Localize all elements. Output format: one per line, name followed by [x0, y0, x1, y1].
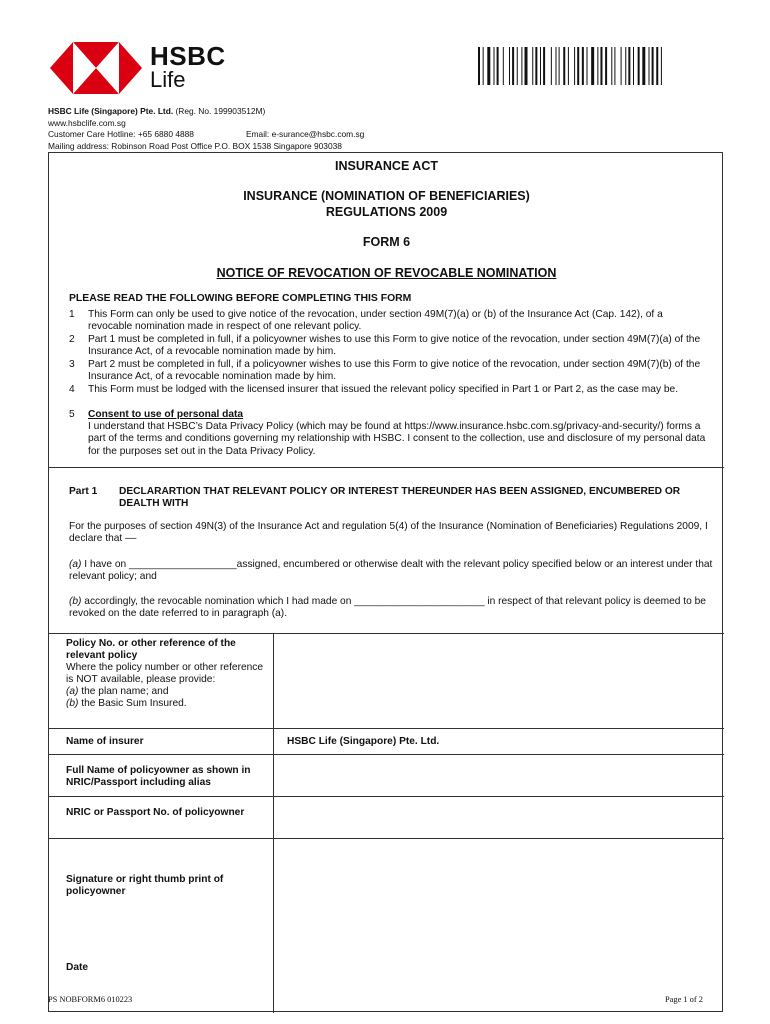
barcode-bar — [559, 47, 560, 85]
barcode-bar — [611, 47, 612, 85]
item-number: 5 — [69, 409, 75, 420]
barcode-bar — [661, 47, 662, 85]
part1-label: Part 1 — [69, 486, 98, 497]
instruction-item — [69, 309, 709, 333]
act-title: INSURANCE ACT — [334, 159, 438, 173]
policy-b-text: the Basic Sum Insured. — [78, 698, 187, 709]
notice-title: NOTICE OF REVOCATION OF REVOCABLE NOMINATION — [216, 266, 557, 280]
hsbc-hexagon-icon — [50, 42, 142, 94]
barcode-bar — [633, 47, 634, 85]
barcode-bar — [551, 47, 552, 85]
declaration-b — [69, 596, 714, 620]
barcode-bar — [621, 47, 622, 85]
instructions-heading: PLEASE READ THE FOLLOWING BEFORE COMPLETING THIS FORM — [69, 293, 412, 304]
regulation-title-1: INSURANCE (NOMINATION OF BENEFICIARIES) — [243, 189, 530, 203]
barcode-bar — [532, 47, 533, 85]
mailing-address: Mailing address: Robinson Road Post Office P.O. BOX 1538 Singapore 903038 — [48, 140, 342, 151]
barcode-bar — [600, 47, 602, 85]
barcode-bar — [494, 47, 495, 85]
consent-text: I understand that HSBC’s Data Privacy Policy (which may be found at https://www.insurance.hsbc.com.sg/privacy-and-security/) forms a part of the terms and conditions governing my relationship with HSBC. I consent to the collection, use and disclosure of my personal data for the purposes set out in the Data Privacy Policy. — [88, 421, 706, 457]
item-number: 4 — [69, 384, 75, 395]
instruction-item — [69, 334, 709, 358]
declaration-a — [69, 559, 714, 583]
hotline: Customer Care Hotline: +65 6880 4888 — [48, 129, 194, 139]
consent-heading: Consent to use of personal data — [88, 409, 244, 420]
declaration-b-text: accordingly, the revocable nomination which I had made on _______________________ in respect of that relevant policy is deemed to be revoked on the date referred to in paragraph (a). — [69, 596, 706, 620]
policy-no-label-text: Where the policy number or other reference is NOT available, please provide: — [66, 662, 264, 685]
item-text: Part 2 must be completed in full, if a policyowner wishes to use this Form to give notice of the revocation, under section 49M(7)(b) of the Insurance Act, of a revocable nomination made by him. — [88, 359, 701, 383]
declaration-b-label: (b) — [69, 596, 82, 607]
company-info — [48, 106, 364, 152]
barcode-bar — [563, 47, 565, 85]
barcode-bar — [525, 47, 528, 85]
signature-label-text: Signature or right thumb print of policyowner — [66, 874, 224, 897]
page-number: Page 1 of 2 — [665, 995, 703, 1004]
item-text: This Form must be lodged with the licensed insurer that issued the relevant policy specified in Part 1 or Part 2, as the case may be. — [88, 384, 679, 395]
barcode-bar — [614, 47, 615, 85]
barcode-bar — [509, 47, 510, 85]
table-top-border — [49, 633, 724, 634]
part1-title: DECLARARTION THAT RELEVANT POLICY OR INTEREST THEREUNDER HAS BEEN ASSIGNED, ENCUMBERED OR DEALTH WITH — [119, 486, 681, 509]
email: Email: e-surance@hsbc.com.sg — [245, 129, 365, 139]
barcode-bar — [605, 47, 607, 85]
date-label — [66, 962, 271, 974]
barcode-bar — [582, 47, 584, 85]
policy-b-label: (b) — [66, 698, 79, 709]
item-text: Part 1 must be completed in full, if a policyowner wishes to use this Form to give notice of the revocation, under section 49M(7)(a) of the Insurance Act, of a revocable nomination made by him. — [88, 334, 701, 358]
declaration-a-label: (a) — [69, 559, 82, 570]
barcode-bar — [535, 47, 537, 85]
brand-sub: Life — [150, 67, 186, 92]
barcode-bar — [556, 47, 557, 85]
nric-label-text: NRIC or Passport No. of policyowner — [66, 807, 245, 818]
item-text: This Form can only be used to give notice of the revocation, under section 49M(7)(a) or (b) of the Insurance Act (Cap. 142), of a revocable nomination made in respect of one relevant policy. — [88, 309, 663, 333]
part1-intro: For the purposes of section 49N(3) of the Insurance Act and regulation 5(4) of the Insurance (Nomination of Beneficiaries) Regulations 2009, I declare that –– — [69, 521, 708, 545]
barcode-bar — [656, 47, 658, 85]
item-number: 2 — [69, 334, 75, 345]
barcode-bar — [497, 47, 499, 85]
barcode-bar — [512, 47, 514, 85]
barcode-bar — [587, 47, 588, 85]
regulation-title-2: REGULATIONS 2009 — [325, 205, 448, 219]
date-label-text: Date — [66, 962, 89, 973]
barcode-bar — [625, 47, 626, 85]
barcode-bar — [628, 47, 630, 85]
barcode-image — [478, 47, 724, 85]
hsbc-life-logo — [50, 42, 230, 94]
reg-no: (Reg. No. 199903512M) — [173, 106, 266, 116]
barcode-bar — [642, 47, 645, 85]
insurer-label-text: Name of insurer — [66, 736, 144, 747]
fullname-label-text: Full Name of policyowner as shown in NRIC/Passport including alias — [66, 765, 251, 788]
declaration-a-text: I have on ___________________assigned, encumbered or otherwise dealt with the relevant policy specified below or an interest under that relevant policy; and — [69, 559, 713, 583]
table-row-divider — [49, 754, 724, 755]
form-box — [48, 152, 723, 1012]
barcode-bar — [517, 47, 518, 85]
barcode-bar — [638, 47, 640, 85]
nric-label — [66, 807, 271, 819]
barcode-bar — [574, 47, 575, 85]
table-row-divider — [49, 728, 724, 729]
instruction-item — [69, 359, 709, 383]
policy-no-label — [66, 638, 271, 710]
barcode-bar — [543, 47, 545, 85]
insurer-label — [66, 736, 271, 748]
section-divider — [49, 467, 724, 468]
barcode-bar — [540, 47, 541, 85]
barcode-bar — [591, 47, 594, 85]
insurer-value: HSBC Life (Singapore) Pte. Ltd. — [287, 736, 440, 747]
item-number: 3 — [69, 359, 75, 370]
policy-a-text: the plan name; and — [78, 686, 169, 697]
instruction-item — [69, 384, 709, 396]
table-row-divider — [49, 838, 724, 839]
instruction-item — [69, 409, 709, 458]
barcode-bar — [521, 47, 522, 85]
website: www.hsbclife.com.sg — [48, 117, 126, 128]
barcode-bar — [503, 47, 504, 85]
table-row-divider — [49, 796, 724, 797]
barcode-bar — [483, 47, 484, 85]
barcode-bar — [597, 47, 598, 85]
fullname-label — [66, 765, 271, 789]
item-number: 1 — [69, 309, 75, 320]
barcode-bar — [577, 47, 579, 85]
form-code: PS NOBFORM6 010223 — [48, 995, 133, 1004]
form-number: FORM 6 — [362, 235, 411, 249]
company-name: HSBC Life (Singapore) Pte. Ltd. — [48, 106, 174, 116]
barcode-bar — [478, 47, 480, 85]
policy-a-label: (a) — [66, 686, 79, 697]
barcode-bar — [649, 47, 650, 85]
signature-label — [66, 874, 271, 898]
barcode-bar — [652, 47, 654, 85]
barcode-bar — [487, 47, 490, 85]
policy-no-label-bold: Policy No. or other reference of the relevant policy — [66, 638, 236, 661]
table-column-divider — [273, 633, 274, 1013]
brand-name: HSBC — [150, 41, 226, 71]
barcode-bar — [568, 47, 569, 85]
